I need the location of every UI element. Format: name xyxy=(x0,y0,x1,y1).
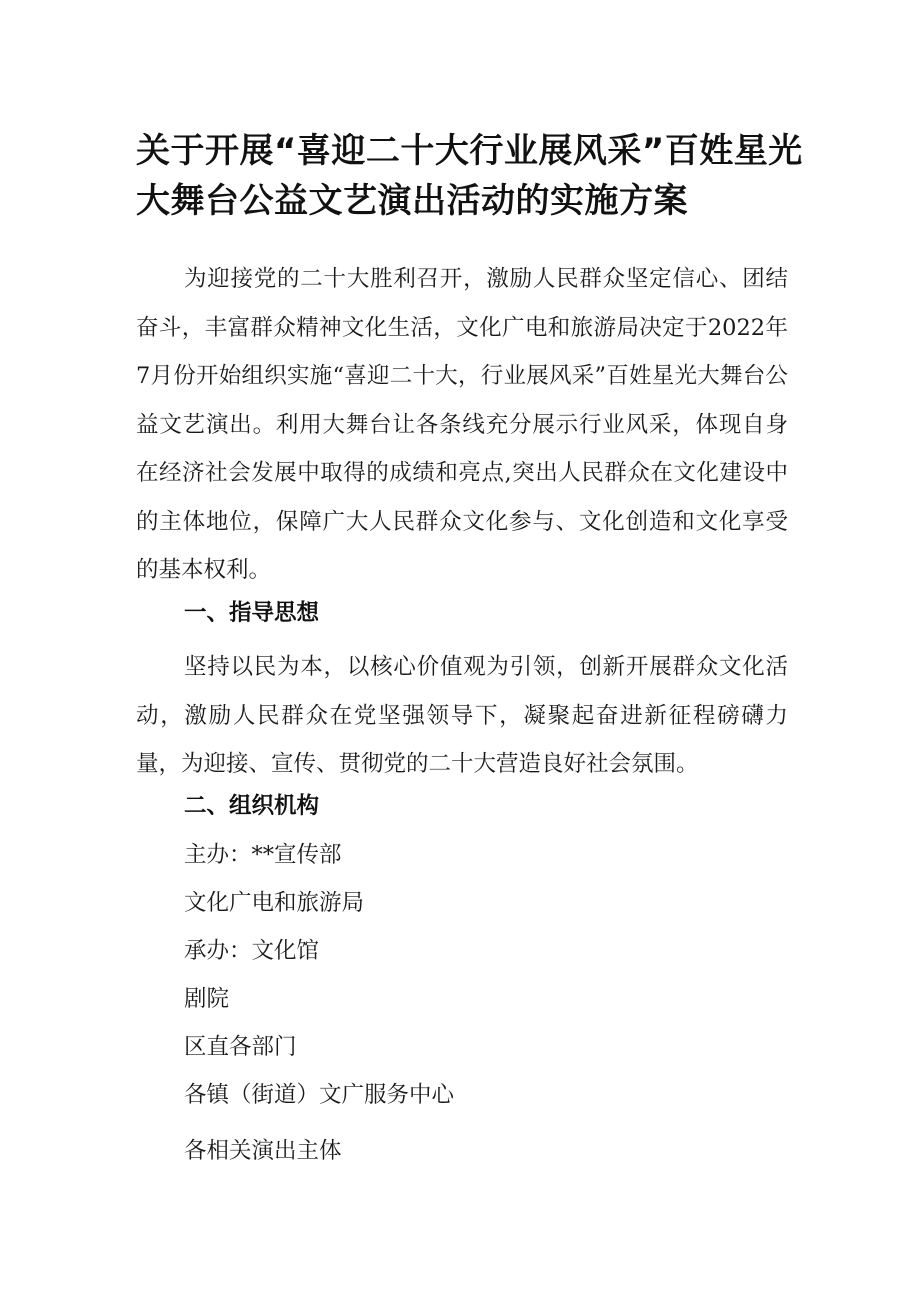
organization-item-town-centers: 各镇（街道）文广服务中心 xyxy=(184,1082,455,1108)
organization-item-theater: 剧院 xyxy=(184,986,230,1012)
document-title xyxy=(136,126,803,226)
organization-item-district-departments: 区直各部门 xyxy=(184,1034,297,1060)
organization-item-host: 主办：**宣传部 xyxy=(184,842,342,868)
organization-item-performers: 各相关演出主体 xyxy=(184,1138,342,1164)
guiding-ideology-paragraph: 坚持以民为本，以核心价值观为引领，创新开展群众文化活动，激励人民群众在党坚强领导下，凝聚起奋进新征程磅礴力量，为迎接、宣传、贯彻党的二十大营造良好社会氛围。 xyxy=(136,654,788,777)
organization-item-bureau: 文化广电和旅游局 xyxy=(184,890,365,916)
organization-item-organizer: 承办：文化馆 xyxy=(184,938,320,964)
section-heading-guiding-ideology: 一、指导思想 xyxy=(184,600,320,626)
intro-paragraph: 为迎接党的二十大胜利召开，激励人民群众坚定信心、团结奋斗，丰富群众精神文化生活，文化广电和旅游局决定于2022年7月份开始组织实施“喜迎二十大，行业展风采”百姓星光大舞台公益文艺演出。利用大舞台让各条线充分展示行业风采，体现自身在经济社会发展中取得的成绩和亮点,突出人民群众在文化建设中的主体地位，保障广大人民群众文化参与、文化创造和文化享受的基本权利。 xyxy=(136,266,788,583)
title-line-2: 大舞台公益文艺演出活动的实施方案 xyxy=(136,181,688,221)
section-heading-organization: 二、组织机构 xyxy=(184,793,320,819)
title-line-1: 关于开展“喜迎二十大行业展风采”百姓星光 xyxy=(136,131,803,171)
